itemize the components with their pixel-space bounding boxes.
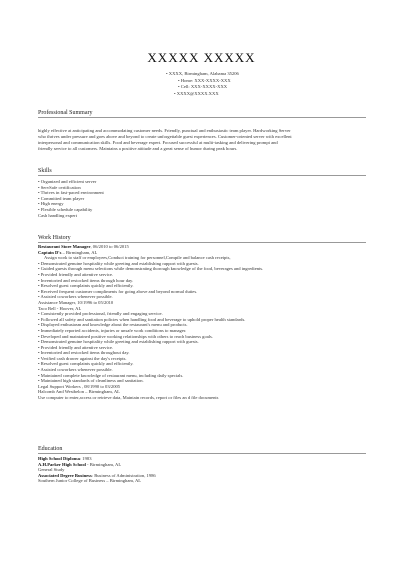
- contact-home-phone: • Home: XXX-XXXX-XXX: [178, 77, 231, 83]
- applicant-name: XXXXX XXXXX: [147, 50, 256, 65]
- job-title-line: Legal Support Workers , 08/1990 to 03/2005: [38, 383, 121, 389]
- section-title-summary: Professional Summary: [38, 110, 366, 118]
- degree-line: High School Diploma: 1983: [38, 456, 92, 461]
- contact-email: • XXXX@XXXX.XXX: [174, 90, 219, 96]
- study-line: General Study: [38, 467, 65, 473]
- contact-address: • XXXX, Birmingham, Alabama 35206: [166, 71, 239, 76]
- summary-line: who thrives under pressure and goes above and beyond to create unforgettable guest experiences. Customer-oriented server with excellent: [38, 134, 292, 140]
- job-duty: • Provided friendly and attentive service.: [38, 344, 114, 350]
- job-duty: • Developed and maintained positive working relationships with others to reach business goals.: [38, 333, 213, 339]
- job-duty: • Assisted coworkers whenever possible.: [38, 367, 113, 373]
- skill-item: • Flexible schedule capability: [38, 206, 93, 212]
- job-duty: • Assisted coworkers whenever possible.: [38, 294, 113, 300]
- job-title-line: Restaurant Store Manager, 06/2010 to 06/2015: [38, 244, 129, 249]
- education-list: [38, 456, 368, 484]
- job-duty: • Resolved guest complaints quickly and efficiently.: [38, 361, 134, 367]
- school-line: Southern Junior College of Business – Birmingham, AL: [38, 478, 142, 484]
- job-duty: • Inventoried and restocked items through hour day.: [38, 277, 134, 283]
- skills-list: [38, 179, 368, 218]
- job-duty: Use computer to enter,access or retrieve data, Maintain records, report or files an d file documents: [38, 395, 219, 401]
- degree-line: Associated Degree Business: Business of Administration, 1986: [38, 472, 156, 478]
- job-duty: • Demonstrated genuine hospitality while greeting and establishing rapport with guests.: [38, 339, 199, 345]
- job-duty: • Guided guests through menu selections while demonstrating thorough knowledge of the food, beverages and ingredients.: [38, 266, 264, 272]
- job-title-line: Assistance Manager, 10/1996 to 05/2010: [38, 299, 114, 305]
- skill-item: Cash handling expert: [38, 212, 78, 218]
- job-duty: • Received frequent customer compliments for going above and beyond normal duties.: [38, 288, 198, 294]
- skill-item: • Organized and efficient server: [38, 179, 97, 184]
- summary-text: [38, 128, 370, 152]
- skill-item: • ServSafe certification: [38, 184, 81, 190]
- work-history-list: [38, 244, 368, 401]
- contact-cell-phone: • Cell: XXX-XXXX-XXX: [178, 84, 228, 90]
- skill-item: • High energy: [38, 201, 64, 207]
- summary-line: highly effective at anticipating and accommodating customer needs. Friendly, punctual and enthusiastic team player. Hardworking Server: [38, 128, 291, 133]
- summary-line: friendly service to all customers. Maintains a positive attitude and a great sense of humor during peak hours.: [38, 146, 238, 152]
- job-duty: • Consistently provided professional, friendly and engaging service.: [38, 311, 163, 317]
- job-duty: • Immediately reported accidents, injuries or unsafe work conditions to manager.: [38, 327, 187, 333]
- job-company-line: Taco Bell - Hoover, AL: [38, 305, 82, 311]
- section-title-skills: Skills: [38, 168, 366, 176]
- job-duty: • Inventoried and restocked items throughout day.: [38, 350, 130, 356]
- skill-item: • Committed team player: [38, 195, 85, 201]
- job-duty: • Displayed enthusiasm and knowledge about the restaurant's menu and products.: [38, 322, 188, 328]
- job-duty: • Resolved guest complaints quickly and efficiently.: [38, 283, 134, 289]
- job-company-line: Captain D's – Birmingham, AL: [38, 249, 98, 255]
- job-duty: • Provided friendly and attentive service.: [38, 271, 114, 277]
- job-duty: • Followed all safety and sanitation policies when handling food and beverage to uphold proper health standards.: [38, 316, 246, 322]
- summary-line: interpersonal and communication skills. Food and beverage expert. Focused successful at multi-tasking and delivering prompt and: [38, 140, 278, 146]
- job-duty: • Maintained complete knowledge of restaurant menu, including daily specials.: [38, 372, 184, 378]
- section-title-work-history: Work History: [38, 235, 366, 243]
- job-duty: • Maintained high standards of cleanliness and sanitation.: [38, 378, 144, 384]
- job-company-line: Halcomb And Westbelon – Birmingham, AL: [38, 389, 120, 395]
- job-duty: • Demonstrated genuine hospitality while greeting and establishing rapport with guests.: [38, 260, 199, 266]
- skill-item: • Thrives in fast-paced environment: [38, 190, 104, 196]
- contact-block: [166, 71, 239, 97]
- section-title-education: Education: [38, 446, 366, 454]
- job-duty: • Verified cash drawer against the day's receipts.: [38, 355, 127, 361]
- school-line: A.H.Parker High School - Birmingham, AL: [38, 461, 122, 467]
- job-duty: Assign work to staff or employees,Conduct training for personnel,Compile and balance cash receipts,: [44, 255, 231, 261]
